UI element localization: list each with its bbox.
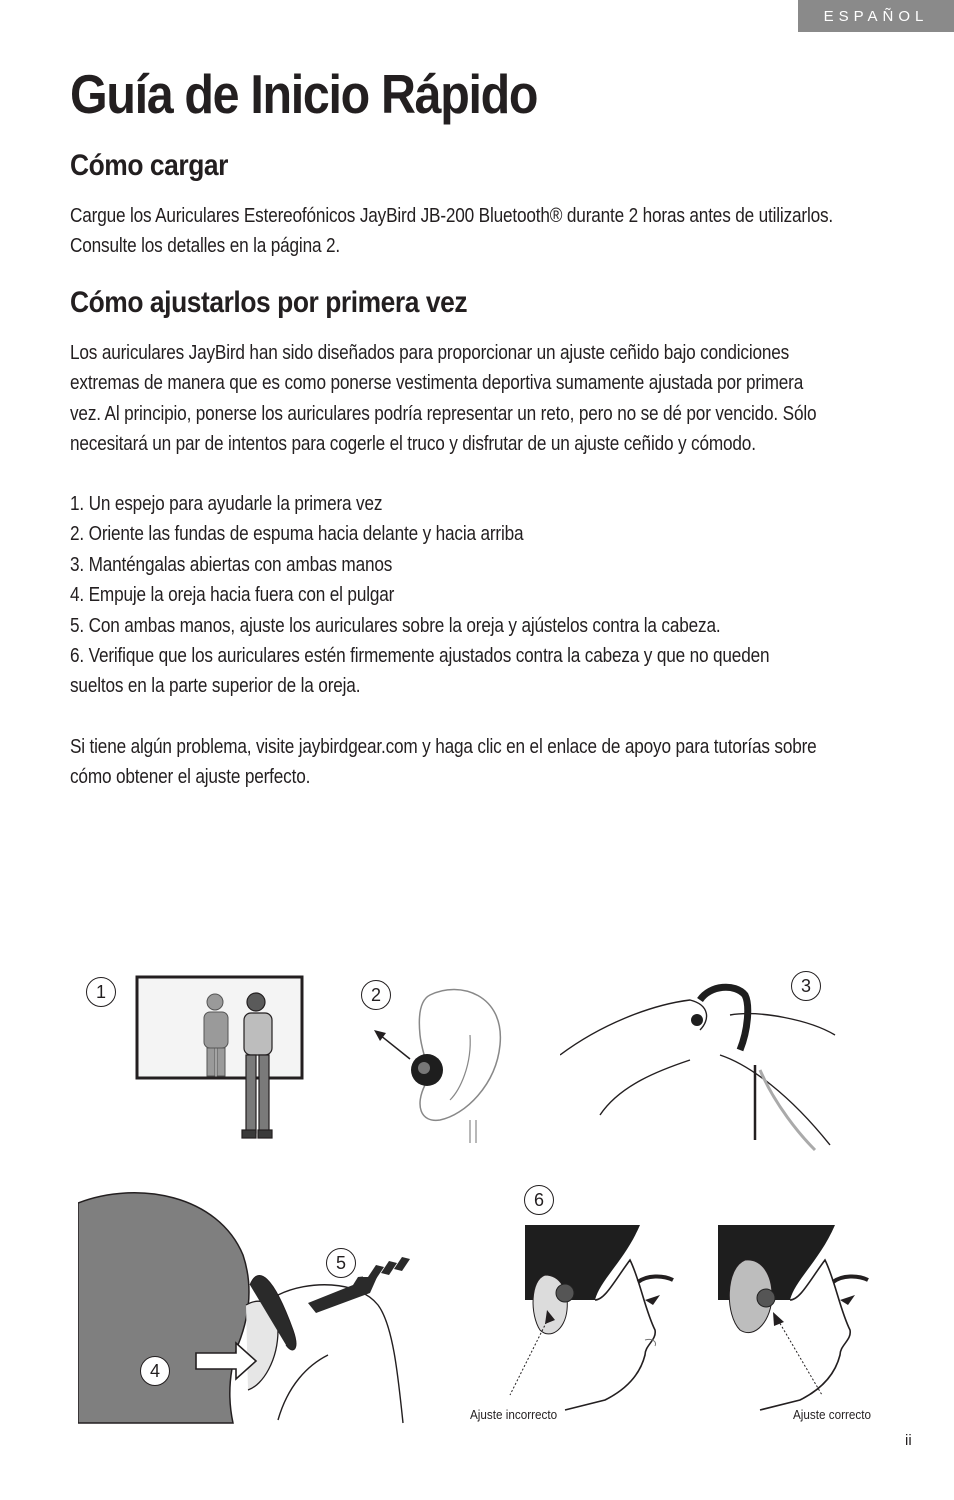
correct-fit-illustration (700, 1220, 880, 1420)
figure-label-2: 2 (361, 980, 391, 1010)
incorrect-fit-illustration (505, 1220, 685, 1420)
step-item: 3. Manténgalas abiertas con ambas manos (70, 553, 393, 576)
language-tab: ESPAÑOL (798, 0, 954, 32)
fit-heading: Cómo ajustarlos por primera vez (70, 286, 468, 319)
figure-insert-earbud (78, 1185, 423, 1425)
page-title: Guía de Inicio Rápido (70, 63, 538, 125)
figure-mirror (86, 970, 316, 1150)
step-item: 2. Oriente las fundas de espuma hacia delante y hacia arriba (70, 523, 524, 546)
caption-incorrect-fit: Ajuste incorrecto (470, 1407, 558, 1422)
intro-line: Los auriculares JayBird han sido diseñados para proporcionar un ajuste ceñido bajo condiciones (70, 342, 790, 364)
step-item: 1. Un espejo para ayudarle la primera vez (70, 493, 383, 515)
head-illustration (78, 1185, 423, 1425)
fit-steps (70, 489, 861, 702)
figure-label-6: 6 (524, 1185, 554, 1215)
figure-fit-incorrect (505, 1220, 685, 1420)
mirror-illustration (86, 970, 316, 1150)
support-text (70, 732, 861, 793)
figure-label-3: 3 (791, 971, 821, 1001)
figure-label-5: 5 (326, 1248, 356, 1278)
hands-illustration (560, 975, 840, 1155)
charge-heading: Cómo cargar (70, 149, 229, 182)
step-item: 6. Verifique que los auriculares estén firmemente ajustados contra la cabeza y que no queden (70, 645, 770, 668)
step-item: 4. Empuje la oreja hacia fuera con el pulgar (70, 584, 395, 607)
figure-label-1: 1 (86, 977, 116, 1007)
support-line: Si tiene algún problema, visite jaybirdgear.com y haga clic en el enlace de apoyo para tutorías sobre (70, 736, 817, 758)
figure-hold-open (560, 975, 840, 1155)
intro-line: necesitará un par de intentos para cogerle el truco y disfrutar de un ajuste ceñido y cómodo. (70, 433, 756, 456)
intro-line: vez. Al principio, ponerse los auriculares podría representar un reto, pero no se dé por vencido. Sólo (70, 402, 817, 425)
figure-fit-correct (700, 1220, 880, 1420)
charge-line: Cargue los Auriculares Estereofónicos JayBird JB-200 Bluetooth® durante 2 horas antes de utilizarlos. (70, 205, 834, 227)
fit-intro (70, 338, 861, 460)
caption-correct-fit: Ajuste correcto (793, 1407, 872, 1422)
step-item: 5. Con ambas manos, ajuste los auriculares sobre la oreja y ajústelos contra la cabeza. (70, 614, 721, 637)
support-line: cómo obtener el ajuste perfecto. (70, 766, 311, 789)
intro-line: extremas de manera que es como ponerse vestimenta deportiva sumamente ajustada por primera (70, 372, 804, 395)
charge-line: Consulte los detalles en la página 2. (70, 235, 340, 258)
figure-label-4: 4 (140, 1356, 170, 1386)
page-number: ii (905, 1432, 912, 1449)
charge-text (70, 201, 861, 262)
step-item: sueltos en la parte superior de la oreja. (70, 675, 361, 698)
